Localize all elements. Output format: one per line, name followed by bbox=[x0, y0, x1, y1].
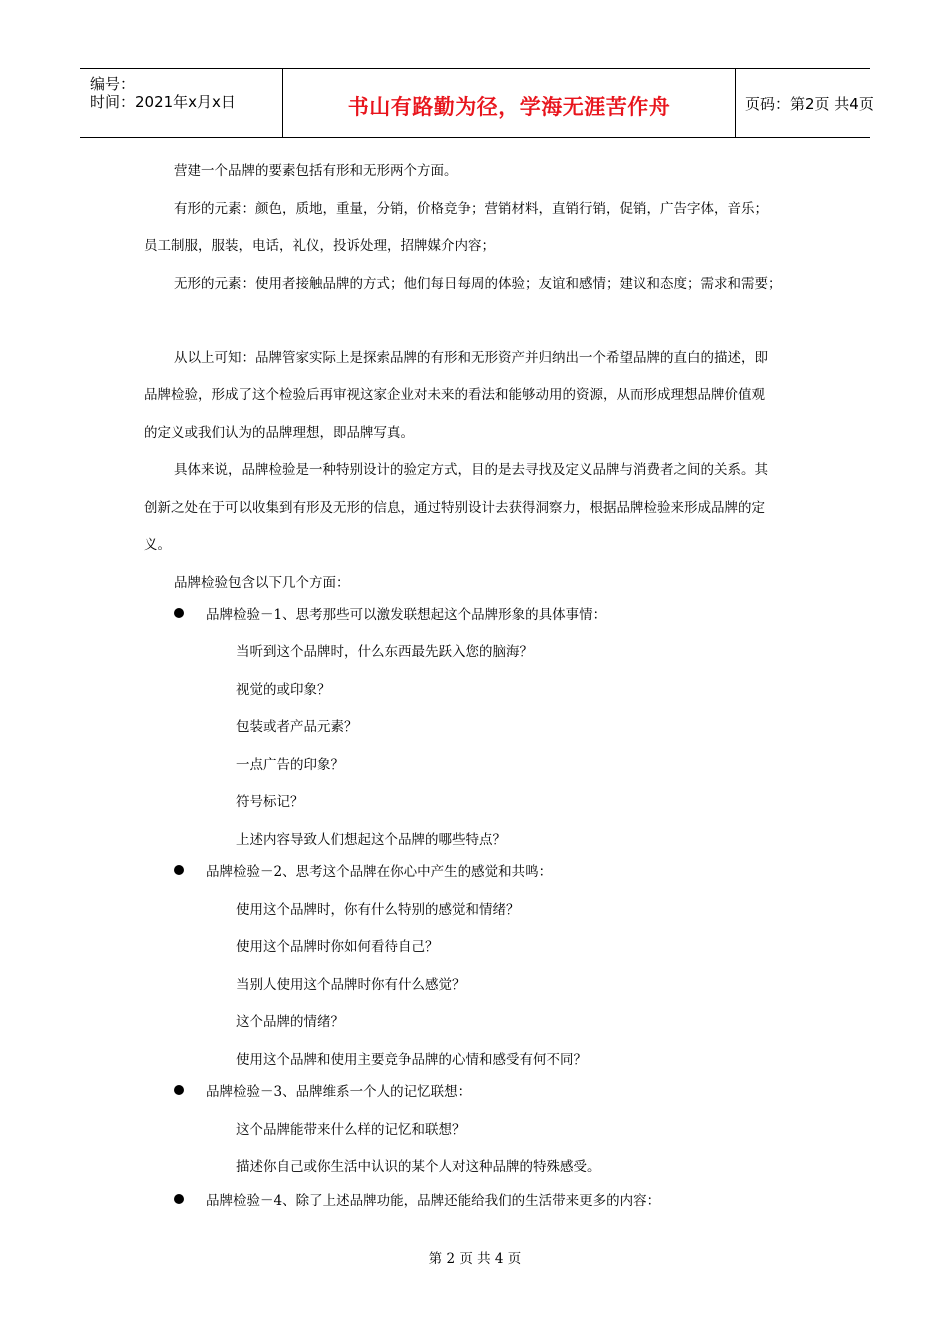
header-motto: 书山有路勤为径，学海无涯苦作舟 bbox=[347, 95, 671, 119]
check-item-4 bbox=[174, 1192, 660, 1210]
page-footer: 第 2 页 共 4 页 bbox=[428, 1251, 522, 1267]
check-2-question: 使用这个品牌时，你有什么特别的感觉和情绪？ bbox=[236, 902, 520, 918]
check-1-question: 符号标记？ bbox=[236, 794, 304, 810]
bullet-icon bbox=[174, 608, 184, 618]
header-motto-cell bbox=[282, 69, 736, 137]
check-2-question: 当别人使用这个品牌时你有什么感觉？ bbox=[236, 977, 466, 993]
summary-line-3: 的定义或我们认为的品牌理想，即品牌写真。 bbox=[144, 425, 414, 441]
document-date-label: 时间：2021年x月x日 bbox=[90, 93, 236, 111]
check-title-1: 品牌检验－1、思考那些可以激发联想起这个品牌形象的具体事情： bbox=[206, 607, 607, 623]
bullet-icon bbox=[174, 865, 184, 875]
check-item-2 bbox=[174, 863, 552, 881]
check-item-1 bbox=[174, 606, 606, 624]
check-title-2: 品牌检验－2、思考这个品牌在你心中产生的感觉和共鸣： bbox=[206, 864, 553, 880]
intangible-line: 无形的元素：使用者接触品牌的方式；他们每日每周的体验；友谊和感情；建议和态度；需求和需要； bbox=[174, 276, 782, 292]
summary-line-1: 从以上可知：品牌管家实际上是探索品牌的有形和无形资产并归纳出一个希望品牌的直白的描述，即 bbox=[174, 350, 768, 366]
check-title-4: 品牌检验－4、除了上述品牌功能，品牌还能给我们的生活带来更多的内容： bbox=[206, 1193, 661, 1209]
check-1-question: 上述内容导致人们想起这个品牌的哪些特点？ bbox=[236, 832, 506, 848]
header-page-label: 页码：第2页 共4页 bbox=[745, 95, 874, 113]
aspects-intro: 品牌检验包含以下几个方面： bbox=[174, 575, 350, 591]
detail-line-3: 义。 bbox=[144, 537, 171, 553]
header-left-cell bbox=[80, 69, 282, 137]
detail-line-2: 创新之处在于可以收集到有形及无形的信息，通过特别设计去获得洞察力，根据品牌检验来形成品牌的定 bbox=[144, 500, 765, 516]
document-number-label: 编号： bbox=[90, 75, 136, 93]
bullet-icon bbox=[174, 1085, 184, 1095]
detail-line-1: 具体来说，品牌检验是一种特别设计的验定方式，目的是去寻找及定义品牌与消费者之间的关系。其 bbox=[174, 462, 768, 478]
header-page-cell bbox=[735, 69, 874, 137]
check-1-question: 一点广告的印象？ bbox=[236, 757, 344, 773]
bullet-icon bbox=[174, 1194, 184, 1204]
check-1-question: 包装或者产品元素？ bbox=[236, 719, 358, 735]
check-1-question: 当听到这个品牌时，什么东西最先跃入您的脑海？ bbox=[236, 644, 533, 660]
summary-line-2: 品牌检验，形成了这个检验后再审视这家企业对未来的看法和能够动用的资源，从而形成理想品牌价值观 bbox=[144, 387, 765, 403]
check-item-3 bbox=[174, 1083, 471, 1101]
check-3-question: 描述你自己或你生活中认识的某个人对这种品牌的特殊感受。 bbox=[236, 1159, 601, 1175]
check-2-question: 使用这个品牌和使用主要竞争品牌的心情和感受有何不同？ bbox=[236, 1052, 587, 1068]
check-1-question: 视觉的或印象？ bbox=[236, 682, 331, 698]
check-title-3: 品牌检验－3、品牌维系一个人的记忆联想： bbox=[206, 1084, 472, 1100]
intro-paragraph: 营建一个品牌的要素包括有形和无形两个方面。 bbox=[174, 163, 458, 179]
tangible-line-2: 员工制服，服装，电话，礼仪，投诉处理，招牌媒介内容； bbox=[144, 238, 495, 254]
check-2-question: 使用这个品牌时你如何看待自己？ bbox=[236, 939, 439, 955]
document-header bbox=[80, 68, 874, 138]
tangible-line-1: 有形的元素：颜色，质地，重量，分销，价格竞争；营销材料，直销行销，促销，广告字体，音乐； bbox=[174, 201, 768, 217]
check-2-question: 这个品牌的情绪？ bbox=[236, 1014, 344, 1030]
check-3-question: 这个品牌能带来什么样的记忆和联想？ bbox=[236, 1122, 466, 1138]
